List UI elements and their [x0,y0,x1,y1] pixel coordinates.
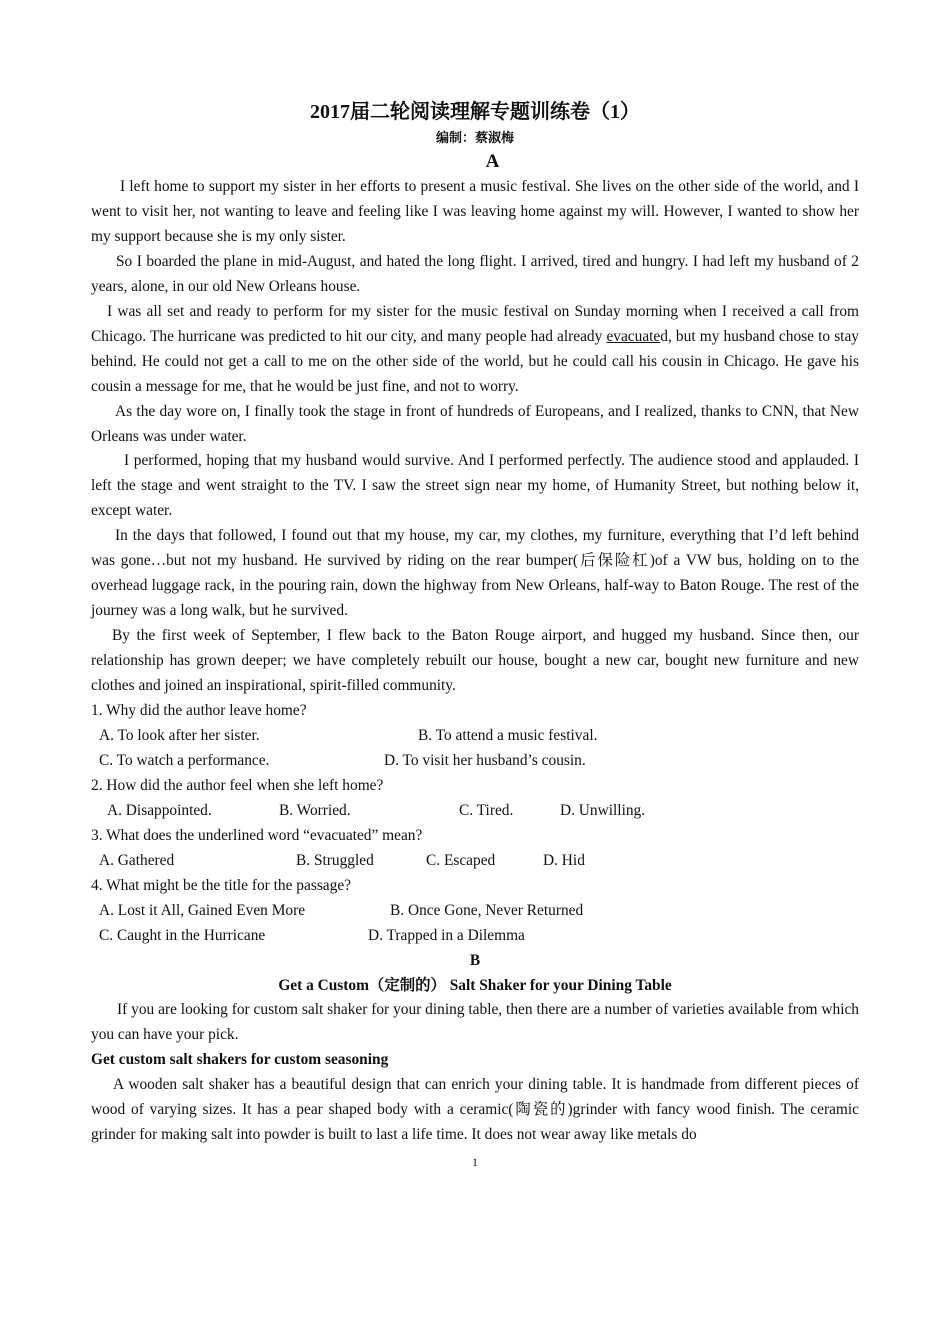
option-b: B. Worried. [279,801,351,819]
question-4-options [91,899,859,924]
option-c: C. Tired. [459,801,514,819]
option-a: A. Gathered [99,851,175,869]
question-4-options [91,924,859,949]
section-a-paragraph: I left home to support my sister in her efforts to present a music festival. She lives on the other side of the world, and I went to visit her, not wanting to leave and feeling like I was leaving home against my will. However, I wanted to show her my support because she is my only sister. [91,178,859,245]
option-b: B. Once Gone, Never Returned [390,901,584,919]
section-b-paragraph: A wooden salt shaker has a beautiful design that can enrich your dining table. It is handmade from different pieces of wood of varying sizes. It has a pear shaped body with a ceramic(陶瓷的)grinder with fancy wood finish. The ceramic grinder for making salt into powder is built to last a life time. It does not wear away like metals do [91,1076,859,1144]
document-body [91,175,859,1148]
section-a-paragraph: I performed, hoping that my husband would survive. And I performed perfectly. The audience stood and applauded. I left the stage and went straight to the TV. I saw the street sign near my home, of Humanity Street, but nothing below it, except water. [91,452,859,520]
question-3: 3. What does the underlined word “evacuated” mean? [91,826,423,844]
section-a-paragraph: I was all set and ready to perform for my sister for the music festival on Sunday morning when I received a call from Chicago. The hurricane was predicted to hit our city, and many people had already evacuated, but my husband chose to stay behind. He could not get a call to me on the other side of the world, but he could call his cousin in Chicago. He gave his cousin a message for me, that he would be just fine, and not to worry. [91,302,859,395]
section-a-label: A [485,151,500,172]
question-1-options [91,749,859,774]
question-2: 2. How did the author feel when she left home? [91,776,384,794]
section-b-subheading: Get custom salt shakers for custom seasoning [91,1051,389,1069]
underlined-word: evacuate [606,327,661,345]
question-1: 1. Why did the author leave home? [91,702,307,720]
option-d: D. Trapped in a Dilemma [368,926,525,944]
option-b: B. Struggled [296,851,374,869]
section-b-label: B [469,951,481,969]
question-2-options [91,799,859,824]
option-d: D. To visit her husband’s cousin. [384,751,586,769]
question-1-options [91,724,859,749]
option-d: D. Hid [543,851,585,869]
page-title: 2017届二轮阅读理解专题训练卷（1） [310,101,640,123]
option-b: B. To attend a music festival. [418,726,598,744]
option-c: C. Caught in the Hurricane [99,926,266,944]
editor-credit: 编制：蔡淑梅 [435,130,514,145]
section-a-paragraph: By the first week of September, I flew back to the Baton Rouge airport, and hugged my husband. Since then, our relationship has grown deeper; we have completely rebuilt our house, bought a new car, bought new furniture and new clothes and joined an inspirational, spirit-filled community. [91,627,859,695]
section-b-title: Get a Custom（定制的） Salt Shaker for your Dining Table [278,976,672,994]
section-a-paragraph: As the day wore on, I finally took the stage in front of hundreds of Europeans, and I realized, thanks to CNN, that New Orleans was under water. [91,402,859,445]
question-4: 4. What might be the title for the passage? [91,876,351,894]
option-d: D. Unwilling. [560,801,646,819]
option-a: A. Lost it All, Gained Even More [99,901,306,919]
question-3-options [91,849,859,874]
option-c: C. To watch a performance. [99,751,270,769]
option-a: A. To look after her sister. [99,726,260,744]
page-number: 1 [472,1155,478,1169]
option-c: C. Escaped [426,851,496,869]
option-a: A. Disappointed. [107,801,212,819]
section-a-paragraph: In the days that followed, I found out that my house, my car, my clothes, my furniture, everything that I’d left behind was gone…but not my husband. He survived by riding on the rear bumper(后保险杠)of a VW bus, holding on to the overhead luggage rack, in the pouring rain, down the highway from New Orleans, half-way to Baton Rouge. The rest of the journey was a long walk, but he survived. [91,527,859,620]
section-a-paragraph: So I boarded the plane in mid-August, and hated the long flight. I arrived, tired and hungry. I had left my husband of 2 years, alone, in our old New Orleans house. [91,252,859,295]
section-b-intro: If you are looking for custom salt shaker for your dining table, then there are a number of varieties available from which you can have your pick. [91,1001,859,1044]
